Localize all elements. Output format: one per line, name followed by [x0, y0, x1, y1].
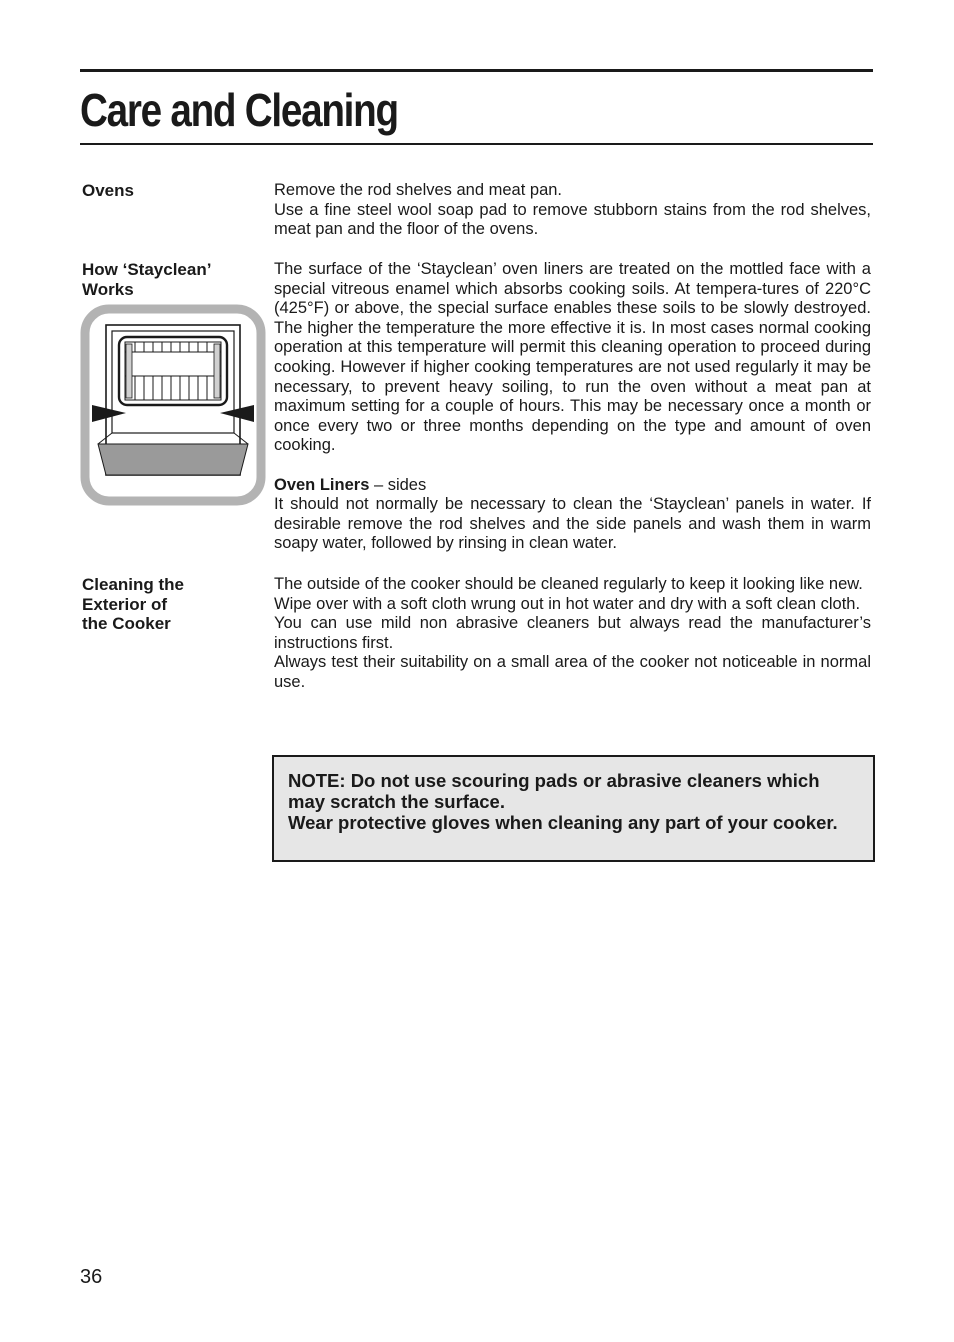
stayclean-body — [274, 260, 871, 554]
exterior-paragraph-1: The outside of the cooker should be cleaned regularly to keep it looking like new. — [274, 575, 863, 593]
oven-cavity-illustration — [98, 325, 248, 475]
exterior-paragraph-4: Always test their suitability on a small area of the cooker not noticeable in normal use. — [274, 653, 871, 691]
exterior-heading-line-3: the Cooker — [82, 614, 171, 634]
oven-liners-label: Oven Liners — [274, 475, 370, 494]
note-line-1: NOTE: Do not use scouring pads or abrasive cleaners which may scratch the surface. — [288, 770, 820, 812]
ovens-paragraph-2: Use a fine steel wool soap pad to remove stubborn stains from the rod shelves, meat pan and the floor of the ovens. — [274, 200, 871, 239]
oven-liners-subheading — [274, 476, 871, 496]
exterior-heading-line-2: Exterior of — [82, 594, 168, 614]
exterior-body — [274, 575, 871, 693]
ovens-paragraph-1: Remove the rod shelves and meat pan. — [274, 181, 563, 199]
top-rule — [80, 69, 873, 72]
stayclean-heading — [82, 260, 211, 299]
ovens-body — [274, 181, 871, 240]
page-title: Care and Cleaning — [80, 84, 398, 136]
stayclean-heading-line-2: Works — [82, 279, 134, 299]
oven-liners-paragraph: It should not normally be necessary to clean the ‘Stayclean’ panels in water. If desirable remove the rod shelves and the side panels and wash them in warm soapy water, followed by rinsing in clean water. — [274, 495, 871, 553]
stayclean-heading-line-1: How ‘Stayclean’ — [82, 260, 212, 279]
exterior-paragraph-3: You can use mild non abrasive cleaners but always read the manufacturer’s instructions first. — [274, 614, 871, 652]
exterior-paragraph-2: Wipe over with a soft cloth wrung out in hot water and dry with a soft clean cloth. — [274, 594, 861, 613]
oven-liner-illustration — [80, 304, 266, 506]
oven-liners-suffix: – sides — [369, 475, 427, 494]
page-number: 36 — [80, 1266, 103, 1288]
title-underline — [80, 143, 873, 145]
exterior-heading — [82, 575, 184, 634]
warning-note-box — [272, 755, 875, 862]
note-line-2: Wear protective gloves when cleaning any part of your cooker. — [288, 812, 838, 833]
stayclean-paragraph: The surface of the ‘Stayclean’ oven liners are treated on the mottled face with a special vitreous enamel which absorbs cooking soils. At tempera-tures of 220°C (425°F) or above, the special surface enables these soils to be slowly destroyed. The higher the temperature the more effective it is. In most cases normal cooking operation at this temperature will permit this cleaning operation to proceed during cooking. However if higher cooking temperatures are not used regularly it may be necessary, to prevent heavy soiling, to run the oven without a meat pan at maximum setting for a couple of hours. This may be necessary once a month or once every two or three months depending on the type and amount of oven cooking. — [274, 260, 871, 455]
exterior-heading-line-1: Cleaning the — [82, 575, 185, 594]
ovens-heading: Ovens — [82, 181, 134, 200]
